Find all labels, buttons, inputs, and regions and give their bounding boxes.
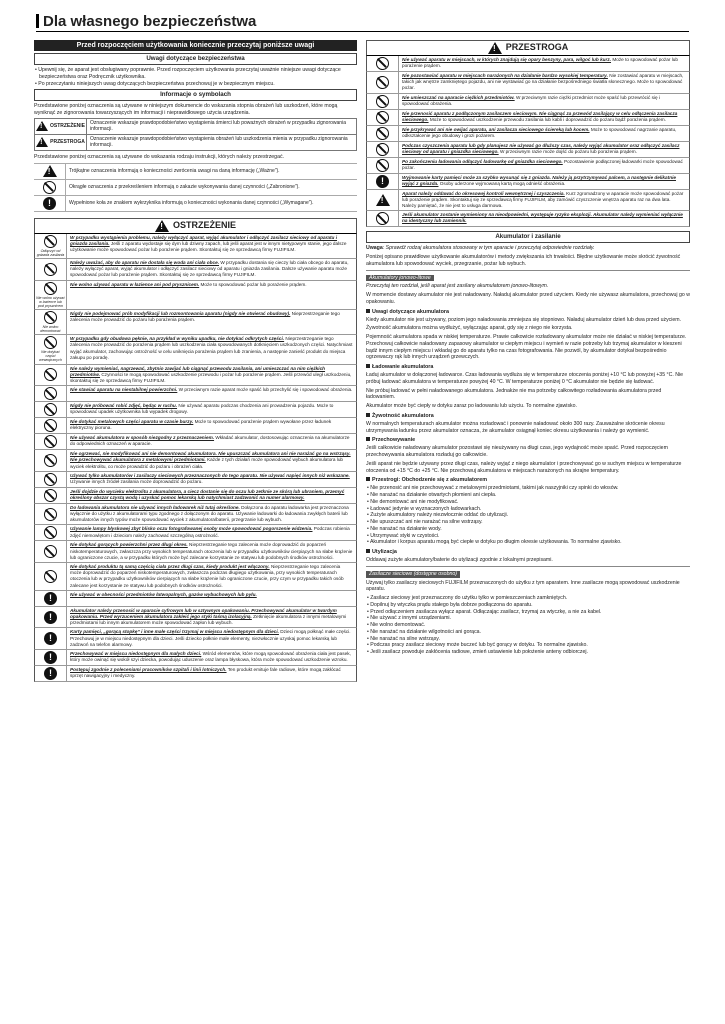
icon-caption: Nie wolno używać w łazience lub pod prysznicem xyxy=(36,295,65,308)
prohibition-icon xyxy=(44,435,57,448)
safety-text xyxy=(399,110,689,125)
safety-icon-cell xyxy=(35,418,67,433)
safety-lead: Nie ogrzewać, nie modyfikować ani nie demontować akumulatora. Nie upuszczać akumulatora ani nie narażać go na wstrząsy. Nie przechowywać akumulatora z metalowymi przedmiotami. xyxy=(70,451,351,463)
safety-icon-cell xyxy=(35,525,67,540)
safety-icon-cell xyxy=(35,281,67,309)
safety-icon-cell xyxy=(35,234,67,258)
warning-triangle-icon xyxy=(43,165,57,177)
symbol-description: Wypełnione koła ze znakiem wykrzyknika informują o konieczności wykonania danej czynności („Wymagane”). xyxy=(69,199,314,206)
mandatory-icon: ! xyxy=(376,175,389,188)
signal-warning-label: OSTRZEŻENIE xyxy=(49,123,85,130)
safety-row xyxy=(34,386,357,402)
safety-detail: Nie zostawiać aparatu w miejscach, takich jak wnętrze zamkniętego pojazdu, ani nie wystawiać go na działanie bezpośredniego światła słonecznego. Może to spowodować pożar. xyxy=(402,73,684,91)
safety-icon-cell xyxy=(35,335,67,363)
list-item: • Nie demontować ani nie modyfikować. xyxy=(367,498,459,505)
safety-text xyxy=(67,563,356,590)
safety-text xyxy=(67,666,356,681)
safety-lead: Przechowywać w miejscu niedostępnym dla małych dzieci. xyxy=(70,651,202,657)
battery-life-title xyxy=(366,413,690,420)
paragraph: Pojemność akumulatora spada w niskiej temperaturze. Prawie całkowicie rozładowany akumulator może nie działać w niskiej temperaturze. Przechowuj całkowicie naładowany zapasowy akumulator w ciepłym miejscu i wymień w razie potrzeby lub trzymaj akumulator w kieszeni bądź innym ciepłym miejscu i wkładaj go do aparatu tylko na czas fotografowania. Nie pozwól, by akumulator dotykał bezpośrednio ogrzewaczy rąk lub innych urządzeń grzewczych. xyxy=(366,334,687,361)
safety-icon-cell xyxy=(35,563,67,590)
safety-detail: Jeśli z aparatu wydostaje się dym lub dziwny zapach, lub jeśli aparat jest w innym nietypowym stanie, jego dalsze użytkowanie może spowodować pożar lub porażenie prądem. Skontaktuj się ze sprzedawcą firmy FUJIFILM. xyxy=(70,240,347,253)
safety-detail: W przypadku dostania się cieczy lub ciała obcego do aparatu, należy wyłączyć aparat, wyjąć akumulator i odłączyć zasilacz sieciowy od aparatu i gniazda zasilania. Dalsze używanie aparatu może spowodować pożar lub porażenie prądem. Skontaktuj się ze sprzedawcą firmy FUJIFILM. xyxy=(70,259,349,278)
safety-text xyxy=(399,190,689,211)
safety-text xyxy=(67,607,356,628)
safety-lead: Używanie lampy błyskowej zbyt blisko oczu fotografowanej osoby może spowodować pogorszenie widzenia. xyxy=(70,526,313,532)
prohibition-icon xyxy=(44,545,57,558)
safety-text xyxy=(67,504,356,525)
safety-icon-cell xyxy=(35,259,67,280)
safety-text xyxy=(399,72,689,93)
safety-icon-cell xyxy=(35,666,67,681)
list-item: • Przed odłączeniem zasilacza wyłącz aparat. Odłączając zasilacz, trzymaj za wtyczkę, a nie za kabel. xyxy=(367,608,602,615)
safety-text xyxy=(67,281,356,309)
safety-text xyxy=(67,386,356,401)
safety-detail: Dołączona do aparatu ładowarka jest przeznaczona wyłącznie do użytku z akumulatorami typu zgodnego z dołączonym do aparatu. Używanie ładowarki do ładowania zwykłych baterii lub akumulatorów innych typów może spowodować wyciek z akumulatora/baterii, przegrzanie lub wybuch. xyxy=(70,504,349,523)
safety-detail: Wkładać akumulator, dostosowując oznaczenia na akumulatorze do odpowiednich oznaczeń w aparacie. xyxy=(70,435,350,447)
safety-lead: Do ładowania akumulatora nie używać innych ładowarek niż tutaj określone. xyxy=(70,504,240,510)
safety-lead: Nie dotykać metalowych części aparatu w czasie burzy. xyxy=(70,419,194,425)
safety-icon-cell xyxy=(35,402,67,417)
battery-intro: Poniżej opisano prawidłowe użytkowanie akumulatorów i metody zwiększania ich trwałości. Błędne użytkowanie może skrócić żywotność akumulatora lub spowodować wyciek, przegrzanie, pożar lub wybuch. xyxy=(366,254,681,267)
list-item: • Nie narażać na silne wstrząsy. xyxy=(367,635,440,642)
safety-detail: Nieprzestrzeganie tego zalecenia może doprowadzić do poparzeń niskotemperaturowych, zwłaszcza podczas długiego użytkowania, przy wysokich temperaturach otoczenia lub w przypadku użytkowników cierpiących na słabe krążenie lub ograniczone czucie, przy czym w przypadku takich osób zalecane jest korzystanie ze statywu lub podobnych środków ostrożności. xyxy=(70,564,344,588)
safety-detail: Może to spowodować porażenie prądem wywołane przez ładunek elektryczny pioruna. xyxy=(70,419,332,431)
safety-lead: Nie stawiać aparatu na niestabilnej powierzchni. xyxy=(70,387,178,393)
safety-row xyxy=(34,472,357,488)
safety-lead: Nie należy wymieniać, nagrzewać, zbytnio zawijać lub ciągnąć przewodu zasilania, ani umieszczać na nim ciężkich przedmiotów. xyxy=(70,365,326,377)
safety-lead: Jeśli dojdzie do wycieku elektrolitu z akumulatora, a ciecz dostanie się do oczu lub zetknie ze skórą lub ubraniem, przemyć określony obszar czystą wodą i uzyskać pomoc lekarską lub natychmiast zadzwonić na numer alarmowy. xyxy=(70,488,345,500)
list-item: • Zużyte akumulatory należy niezwłocznie oddać do utylizacji. xyxy=(367,512,509,519)
safety-row xyxy=(366,110,690,126)
warning-triangle-icon xyxy=(36,137,48,147)
handling-list xyxy=(366,485,690,546)
ac-list xyxy=(366,595,690,656)
safety-lead: Nigdy nie podejmować prób modyfikacji lub rozmontowania aparatu (nigdy nie otwierać obudowy). xyxy=(70,310,291,316)
safety-detail: Czynności te mogą spowodować uszkodzenie przewodu i pożar lub porażenie prądem. Jeśli przewód uległ uszkodzeniu, skontaktuj się ze sprzedawcą firmy FUJIFILM. xyxy=(70,371,352,383)
safety-row xyxy=(34,281,357,310)
safety-detail: Nie używać aparatu podczas chodzenia ani prowadzenia pojazdu. Może to spowodować upadek użytkownika lub wypadek drogowy. xyxy=(70,403,334,415)
list-item: • Nie narażać na działanie wody. xyxy=(367,525,442,532)
safety-detail: Nieprzestrzeganie tego zalecenia może prowadzić do porażenia prądem lub uszkodzenia ciała spowodowanych dotknięciem uszkodzonych części. Natychmiast wyjąć akumulator, zachowując ostrożność w celu uniknięcia porażenia prądem lub zranienia, a następnie zanieść produkt do miejsca zakupu po poradę. xyxy=(70,336,353,360)
safety-icon-cell xyxy=(367,174,399,189)
safety-row xyxy=(34,450,357,472)
divider xyxy=(366,566,690,567)
symbols-intro-2: Przedstawione poniżej oznaczenia są używane do wskazania rodzaju instrukcji, których należy przestrzegać. xyxy=(34,153,284,160)
caution-heading xyxy=(366,40,690,56)
divider xyxy=(366,270,690,271)
square-bullet-icon xyxy=(366,549,370,553)
safety-detail: Może to spowodować pożar lub porażenie prądem. xyxy=(402,57,678,69)
square-bullet-icon xyxy=(366,309,370,313)
safety-note: • Po przeczytaniu niniejszych uwag dotyczących bezpieczeństwa przechowuj je w bezpiecznym miejscu. xyxy=(35,80,275,87)
no-disassembly-icon xyxy=(44,311,57,324)
safety-row xyxy=(34,525,357,541)
safety-detail: Używanie innych źródeł zasilania może doprowadzić do pożaru. xyxy=(70,479,203,484)
safety-row xyxy=(366,72,690,94)
safety-lead: Nie umieszczać na aparacie ciężkich przedmiotów. xyxy=(402,94,515,100)
mandatory-icon: ! xyxy=(44,632,57,645)
ac-adapter-bar: Zasilacze sieciowe (dostępne osobno) xyxy=(366,571,460,578)
list-item: • Ładować jedynie w wyznaczonych ładowarkach. xyxy=(367,505,482,512)
safety-row xyxy=(366,158,690,174)
safety-row xyxy=(34,402,357,418)
left-column xyxy=(34,40,357,1008)
signal-caution-label: PRZESTROGA xyxy=(50,139,85,146)
safety-detail: Nieprzestrzeganie tego zalecenia może prowadzić do pożaru lub porażenia prądem. xyxy=(70,310,340,323)
paragraph: Ładuj akumulator w dołączonej ładowarce. Czas ładowania wydłuża się w temperaturze otoczenia poniżej +10 °C lub powyżej +35 °C. Nie próbuj ładować akumulatora w temperaturze powyżej 40 °C. W temperaturze poniżej 0 °C akumulator nie będzie się ładować. xyxy=(366,372,684,385)
list-item: • Nie narażać na działanie wilgotności ani gorąca. xyxy=(367,628,481,635)
safety-lead: Jeśli akumulator zostanie wymieniony na nieodpowiedni, występuje ryzyko eksplozji. Akumulator należy wymieniać wyłącznie na identyczny lub zamiennik. xyxy=(402,212,683,224)
safety-detail: Kurz zgromadzony w aparacie może spowodować pożar lub porażenie prądem. Skontaktuj się ze sprzedawcą firmy FUJIFILM, aby zamówić czyszczenie wnętrza aparatu raz na dwa lata. Należy pamiętać, że nie jest to usługa darmowa. xyxy=(402,190,684,209)
safety-row xyxy=(366,174,690,190)
prohibition-icon xyxy=(44,263,57,276)
battery-note-text: : Sprawdź rodzaj akumulatora stosowany w tym aparacie i przeczytaj odpowiednie rozdziały. xyxy=(382,245,595,252)
safety-lead: Nie przenosić aparatu z podłączonym zasilaczem sieciowym. Nie ciągnąć za przewód zasilający w celu odłączenia zasilacza sieciowego. xyxy=(402,110,678,122)
safety-lead: Podczas czyszczenia aparatu lub gdy planujesz nie używać go dłuższy czas, należy wyjąć akumulator oraz odłączyć zasilacz sieciowy od aparatu i gniazdka sieciowego. xyxy=(402,142,680,154)
safety-icon-cell xyxy=(35,541,67,562)
safety-text xyxy=(399,94,689,109)
safety-row xyxy=(34,591,357,607)
signal-warning-row xyxy=(34,118,357,135)
safety-icon-cell xyxy=(35,650,67,665)
safety-row xyxy=(366,190,690,212)
safety-detail: Może to spowodować uszkodzenie przewodu zasilania lub kabli i doprowadzić do pożaru bądź porażenia prądem. xyxy=(428,116,666,122)
liion-paragraph: W momencie dostawy akumulator nie jest naładowany. Naładuj akumulator przed użyciem. Kiedy nie używasz akumulatora, przechowuj go w opakowaniu. xyxy=(366,292,690,305)
safety-text xyxy=(67,525,356,540)
safety-row xyxy=(366,56,690,72)
icon-caption: Nie dotykać części wewnętrznych xyxy=(39,350,62,363)
safety-text xyxy=(67,310,356,334)
page-title xyxy=(36,12,689,32)
safety-icon-cell xyxy=(367,211,399,226)
safety-lead: Po zakończeniu ładowania odłączyć ładowarkę od gniazdka sieciowego. xyxy=(402,158,563,164)
safety-text xyxy=(67,259,356,280)
ac-intro: Używaj tylko zasilaczy sieciowych FUJIFILM przeznaczonych do użytku z tym aparatem. Inne zasilacze mogą spowodować uszkodzenie aparatu. xyxy=(366,579,680,593)
signal-warning-cell xyxy=(35,119,87,134)
page-title-text: Dla własnego bezpieczeństwa xyxy=(43,13,257,30)
safety-text xyxy=(67,541,356,562)
signal-caution-row xyxy=(34,134,357,151)
safety-detail: Zetknięcie akumulatora z innymi metalowymi przedmiotami lub innym akumulatorem może spowodować zapłon lub wybuch. xyxy=(70,614,347,626)
section-title-text: Żywotność akumulatora xyxy=(372,412,434,419)
paragraph: Nie próbuj ładować w pełni naładowanego akumulatora. Jednakże nie ma potrzeby całkowitego rozładowania akumulatora przed ładowaniem. xyxy=(366,387,662,401)
safety-row xyxy=(366,142,690,158)
section-title-text: Utylizacja xyxy=(372,549,397,556)
safety-text xyxy=(399,174,689,189)
prohibition-icon xyxy=(376,127,389,140)
warning-heading-text: OSTRZEŻENIE xyxy=(172,219,236,230)
safety-icon-cell xyxy=(367,142,399,157)
no-bath-icon xyxy=(44,282,57,295)
safety-lead: Nie dotykać produktu tą samą częścią ciała przez długi czas, kiedy produkt jest włączony. xyxy=(70,564,270,570)
unplug-icon xyxy=(44,235,57,248)
safety-detail: Nieprzestrzeganie tego zalecenia może doprowadzić do poparzeń niskotemperaturowych, zwłaszcza przy wysokich temperaturach otoczenia lub w przypadku użytkowników cierpiących na słabe krążenie lub ograniczone czucie, a w przypadku których może być zalecane korzystanie ze statywu lub podobnych środków ostrożności. xyxy=(70,542,353,560)
mandatory-icon: ! xyxy=(44,611,57,624)
safety-text xyxy=(67,434,356,449)
safety-text xyxy=(67,472,356,487)
safety-lead: Postępuj zgodnie z poleceniami pracowników szpitali i linii lotniczych. xyxy=(70,667,227,673)
safety-icon-cell xyxy=(35,504,67,525)
safety-lead: Nie używać aparatu w miejscach, w których znajdują się opary benzyny, para, wilgoć lub kurz. xyxy=(402,57,612,62)
safety-text xyxy=(67,591,356,606)
safety-notes-heading: Uwagi dotyczące bezpieczeństwa xyxy=(34,53,357,65)
safety-row xyxy=(34,504,357,526)
safety-text xyxy=(67,418,356,433)
safety-lead: Nie przykrywać ani nie owijać aparatu, ani zasilacza sieciowego ściereką lub kocem. xyxy=(402,126,590,132)
square-bullet-icon xyxy=(366,437,370,441)
safety-row xyxy=(34,259,357,281)
section-title-text: Przestrogi: Obchodzenie się z akumulatorem xyxy=(372,477,488,484)
storage-title xyxy=(366,437,690,444)
battery-heading: Akumulator i zasilanie xyxy=(366,231,690,243)
symbol-description: Trójkątne oznaczenia informują o konieczności zwrócenia uwagi na daną informację („Ważne”). xyxy=(69,167,280,174)
no-touch-icon xyxy=(44,336,57,349)
prohibition-icon xyxy=(44,570,57,583)
safety-text xyxy=(399,211,689,226)
safety-icon-cell xyxy=(35,434,67,449)
prohibition-icon xyxy=(376,111,389,124)
list-item: • Dopilnuj by wtyczka prądu stałego była dobrze podłączona do aparatu. xyxy=(367,601,533,608)
list-item: • Zasilacz sieciowy jest przeznaczony do użytku tylko w pomieszczeniach zamkniętych. xyxy=(367,595,568,602)
caution-heading-text: PRZESTROGA xyxy=(505,42,569,53)
right-column xyxy=(366,40,690,1008)
safety-icon-cell xyxy=(367,94,399,109)
safety-detail: Może to spowodować pożar lub porażenie prądem. xyxy=(199,281,307,287)
safety-icon-cell xyxy=(35,472,67,487)
safety-lead: Wyjmowanie karty pamięci może za szybko wysunąć się z gniazda. Należy ją przytrzymywać palcem, a następnie delikatnie wyjąć z gniazda. xyxy=(402,174,676,186)
liion-intro: Przeczytaj ten rozdział, jeśli aparat jest zasilany akumulatorem jonowo-litowym. xyxy=(366,283,549,290)
safety-lead: Używać tylko akumulatorów i zasilaczy sieciowych przeznaczonych do tego aparatu. Nie używać napięć innych niż wskazane. xyxy=(70,472,350,478)
prohibition-icon xyxy=(376,76,389,89)
prohibition-icon xyxy=(44,473,57,486)
safety-icon-cell xyxy=(367,72,399,93)
warning-triangle-icon xyxy=(155,220,169,232)
safety-lead: Nie pozostawiać aparatu w miejscach narażonych na działanie bardzo wysokiej temperatury. xyxy=(402,73,608,78)
safety-detail: Może to spowodować nagrzanie aparatu, odkształcenie jego obudowy i grozi pożarem. xyxy=(402,126,677,138)
safety-lead: Nigdy nie próbować robić zdjęć, będąc w ruchu. xyxy=(70,403,178,409)
safety-icon-cell xyxy=(367,190,399,211)
safety-text xyxy=(67,450,356,471)
safety-icon-cell xyxy=(367,158,399,173)
safety-lead: W przypadku gdy obudowa pęknie, na przykład w wyniku upadku, nie dotykać odkrytych części. xyxy=(70,336,285,342)
signal-caution-text: Oznaczenie wskazuje prawdopodobieństwo wystąpienia obrażeń lub uszkodzenia mienia w przypadku zignorowania informacji. xyxy=(90,135,348,149)
safety-text xyxy=(399,142,689,157)
safety-icon-cell xyxy=(367,110,399,125)
prohibition-icon xyxy=(376,57,389,70)
battery-note xyxy=(366,245,690,252)
paragraph: Akumulator może być ciepły w dotyku zaraz po ładowaniu lub użyciu. To normalne zjawisko. xyxy=(366,403,577,410)
prohibition-icon xyxy=(44,508,57,521)
section-title-text: Uwagi dotyczące akumulatora xyxy=(372,308,449,315)
safety-row xyxy=(34,234,357,259)
safety-lead: Karty pamięci, „gorącą stopkę” i inne małe części trzymaj w miejscu niedostępnym dla dzieci. xyxy=(70,629,279,635)
safety-detail: Ten produkt emituje fale radiowe, które mogą zakłócać sprzęt nawigacyjny i medyczny. xyxy=(70,667,341,679)
warning-triangle-icon xyxy=(36,121,48,131)
safety-lead: Nie dotykać gorących powierzchni przez długi okres. xyxy=(70,542,188,548)
unplug-icon xyxy=(376,143,389,156)
safety-icon-cell xyxy=(35,488,67,503)
title-bar-decoration xyxy=(36,14,39,28)
warning-triangle-icon xyxy=(488,42,502,54)
symbol-cell xyxy=(34,180,66,195)
battery-notes-title xyxy=(366,309,690,316)
symbols-intro: Przedstawione poniżej oznaczenia są używane w niniejszym dokumencie do wskazania stopnia obrażeń lub uszkodzeń, które mogą wyniknąć ze zignorowania towarzyszących im informacji i nieprawidłowego użycia urządzenia. xyxy=(34,103,338,117)
square-bullet-icon xyxy=(366,477,370,481)
prohibition-icon xyxy=(44,419,57,432)
safety-detail: Każde z tych działań może spowodować wybuch akumulatora lub wyciek elektrolitu, co może prowadzić do pożaru i obrażeń ciała. xyxy=(70,457,344,469)
symbols-heading: Informacje o symbolach xyxy=(34,89,357,101)
safety-icon-cell xyxy=(367,126,399,141)
icon-caption: Nie wolno demontować xyxy=(40,324,61,334)
paragraph: Jeśli całkowicie naładowany akumulator pozostawi się nieużywany na długi czas, jego wydajność może spaść. Przed rozpoczęciem przechowywania akumulatora rozładuj go całkowicie. xyxy=(366,445,668,459)
safety-detail: W przeciwnym razie ciężki przedmiot może spaść lub przewrócić się i spowodować obrażenia. xyxy=(402,94,660,106)
list-item: • Akumulator i korpus aparatu mogą być ciepłe w dotyku po długim okresie użytkowania. To normalne zjawisko. xyxy=(367,539,622,546)
disposal-title xyxy=(366,549,690,556)
symbol-cell xyxy=(34,164,66,179)
square-bullet-icon xyxy=(366,364,370,368)
safety-icon-cell xyxy=(35,607,67,628)
safety-detail: Dzieci mogą połknąć małe części. Przechowuj je w miejscu niedostępnym dla dzieci. Jeśli dziecko połknie małe elementy, niezwłocznie uzyskaj pomoc lekarską lub zadzwoń na telefon alarmowy. xyxy=(70,629,351,647)
safety-detail: Osoby uderzone wyjmowaną kartą mogą odnieść obrażenia. xyxy=(438,180,566,186)
signal-caution-cell xyxy=(35,135,87,150)
warning-triangle-icon xyxy=(376,194,390,206)
warning-table xyxy=(34,234,357,682)
safety-text xyxy=(67,488,356,503)
signal-warning-text: Oznaczenie wskazuje prawdopodobieństwo wystąpienia śmierci lub poważnych obrażeń w przypadku zignorowania informacji. xyxy=(90,119,346,133)
list-item: • Nie upuszczać ani nie narażać na silne wstrząsy. xyxy=(367,519,483,526)
list-item: • Jeśli zasilacz powoduje zakłócenia radiowe, zmień ustawienie lub położenie anteny odbiorczej. xyxy=(367,649,588,656)
handling-title xyxy=(366,477,690,484)
list-item: • Nie używać z innymi urządzeniami. xyxy=(367,615,451,622)
mandatory-icon: ! xyxy=(44,592,57,605)
safety-row xyxy=(34,488,357,504)
safety-row xyxy=(366,94,690,110)
caution-table xyxy=(366,56,690,227)
safety-row xyxy=(34,541,357,563)
section-title-text: Przechowywanie xyxy=(372,437,416,444)
safety-detail: Wśród elementów, które mogą spowodować obrażenia ciała jest pasek, który może owinąć się wokół szyi dziecka, powodując uduszenie oraz lampa błyskowa, która może spowodować uszkodzenie wzroku. xyxy=(70,651,351,663)
mandatory-icon: ! xyxy=(43,197,56,210)
battery-note-label: Uwaga xyxy=(366,245,383,252)
paragraph: Jeśli aparat nie będzie używany przez długi czas, należy wyjąć z niego akumulator i przechowywać go w suchym miejscu w temperaturze otoczenia od +15 °C do +25 °C. Nie przechowuj akumulatora w miejscach narażonych na skrajne temperatury. xyxy=(366,460,682,474)
list-item: • Nie narażać na działanie otwartych płomieni ani ciepła. xyxy=(367,492,497,499)
safety-row xyxy=(34,434,357,450)
prohibition-icon xyxy=(44,454,57,467)
safety-icon-cell xyxy=(35,365,67,386)
list-item: • Podczas pracy zasilacz sieciowy może buczeć lub być gorący w dotyku. To normalne zjawisko. xyxy=(367,642,588,649)
safety-lead: W przypadku wystąpienia problemu, należy wyłączyć aparat, wyjąć akumulator i odłączyć zasilacz sieciowy od aparatu i gniazda zasilania. xyxy=(70,234,338,246)
safety-icon-cell xyxy=(35,591,67,606)
safety-row xyxy=(34,607,357,629)
safety-note: • Upewnij się, że aparat jest obsługiwany poprawnie. Przed rozpoczęciem użytkowania przeczytaj uważnie niniejsze uwagi dotyczące bezpieczeństwa oraz Podręcznik użytkownika. xyxy=(35,67,341,80)
safety-icon-cell xyxy=(35,386,67,401)
safety-lead: Należy uważać, aby do aparatu nie dostała się woda ani ciała obce. xyxy=(70,259,220,265)
safety-text xyxy=(67,628,356,649)
symbol-description: Okrągłe oznaczenia z przekreśleniem informują o zakazie wykonywania danej czynności („Zabronione”). xyxy=(69,183,300,190)
safety-row xyxy=(34,365,357,387)
safety-row xyxy=(34,310,357,335)
charging-title xyxy=(366,364,690,371)
list-item: • Nie przenosić ani nie przechowywać z metalowymi przedmiotami, takimi jak naszyjniki czy spinki do włosów. xyxy=(367,485,619,492)
safety-row xyxy=(34,563,357,591)
paragraph: Oddawaj zużyte akumulatory/baterie do utylizacji zgodnie z lokalnymi przepisami. xyxy=(366,557,553,564)
prohibition-icon xyxy=(44,403,57,416)
symbol-cell xyxy=(34,196,66,211)
safety-text xyxy=(67,650,356,665)
symbol-legend-row xyxy=(34,164,357,180)
paragraph: Kiedy akumulator nie jest używany, poziom jego naładowania zmniejsza się stopniowo. Naładuj akumulator dzień lub dwa przed użyciem. xyxy=(366,316,682,323)
safety-row xyxy=(366,211,690,227)
mandatory-icon: ! xyxy=(44,651,57,664)
safety-text xyxy=(399,56,689,71)
symbol-legend-row xyxy=(34,196,357,212)
paragraph: W normalnych temperaturach akumulator można rozładować i ponownie naładować około 300 razy. Zauważalne skrócenie okresu utrzymywania ładunku przez akumulator oznacza, że akumulator osiągnął koniec okresu użytkowania i należy go wymienić. xyxy=(366,420,665,434)
safety-row xyxy=(34,650,357,666)
safety-detail: W przeciwnym razie aparat może spaść lub przechylić się i spowodować obrażenia. xyxy=(177,387,353,393)
prohibition-icon xyxy=(44,368,57,381)
safety-row xyxy=(34,628,357,650)
warning-heading xyxy=(34,218,357,234)
safety-row xyxy=(34,666,357,682)
safety-lead: Nie używać akumulatora w sposób niezgodny z przeznaczeniem. xyxy=(70,435,215,441)
safety-icon-cell xyxy=(35,450,67,471)
safety-icon-cell xyxy=(367,56,399,71)
safety-text xyxy=(399,158,689,173)
safety-icon-cell xyxy=(35,310,67,334)
safety-detail: Podczas robienia zdjęć niemowlętom i dzieciom należy zachować szczególną ostrożność. xyxy=(70,526,350,538)
prohibition-icon xyxy=(44,387,57,400)
section-title-text: Ładowanie akumulatora xyxy=(372,364,434,371)
icon-caption: Odłączyć od gniazda zasilania xyxy=(36,248,65,257)
safety-text xyxy=(67,365,356,386)
symbol-legend-row xyxy=(34,180,357,196)
mandatory-icon: ! xyxy=(44,667,57,680)
prohibition-icon xyxy=(44,526,57,539)
symbol-legend xyxy=(34,163,357,212)
safety-row xyxy=(34,418,357,434)
safety-lead: Nie używać w obecności przedmiotów łatwopalnych, gazów wybuchowych lub pyłu. xyxy=(70,591,257,597)
safety-lead: Nie wolno używać aparatu w łazience ani pod prysznicem. xyxy=(70,281,200,287)
safety-icon-cell xyxy=(35,628,67,649)
safety-text xyxy=(67,335,356,363)
prohibition-icon xyxy=(376,95,389,108)
safety-text xyxy=(399,126,689,141)
prohibition-icon xyxy=(43,181,56,194)
safety-lead: Akumulator należy przenosić w aparacie cyfrowym lub w sztywnym opakowaniu. Przechowywać akumulator w twardym opakowaniu. Przed wyrzuceniem akumulatora zakleić jego styki taśmą izolacyjną. xyxy=(70,607,337,620)
liion-bar: Akumulatory jonowo-litowe xyxy=(366,275,434,282)
safety-row xyxy=(366,126,690,142)
read-before-banner: Przed rozpoczęciem użytkowania koniecznie przeczytaj poniższe uwagi xyxy=(34,40,357,51)
paragraph: Żywotność akumulatora można wydłużyć, wyłączając aparat, gdy się z niego nie korzysta. xyxy=(366,325,573,332)
square-bullet-icon xyxy=(366,413,370,417)
safety-row xyxy=(34,335,357,364)
safety-lead: Aparat należy oddawać do okresowej kontroli wewnętrznej i czyszczenia. xyxy=(402,190,565,196)
safety-detail: Pozostawienie podłączonej ładowarki może spowodować pożar. xyxy=(402,158,683,170)
unplug-icon xyxy=(376,159,389,172)
list-item: • Utrzymywać styki w czystości. xyxy=(367,532,440,539)
safety-detail: W przeciwnym razie może dojść do pożaru lub porażenia prądem. xyxy=(498,148,637,154)
list-item: • Nie wolno demontować. xyxy=(367,622,426,629)
safety-text xyxy=(67,402,356,417)
prohibition-icon xyxy=(44,489,57,502)
prohibition-icon xyxy=(376,212,389,225)
safety-text xyxy=(67,234,356,258)
